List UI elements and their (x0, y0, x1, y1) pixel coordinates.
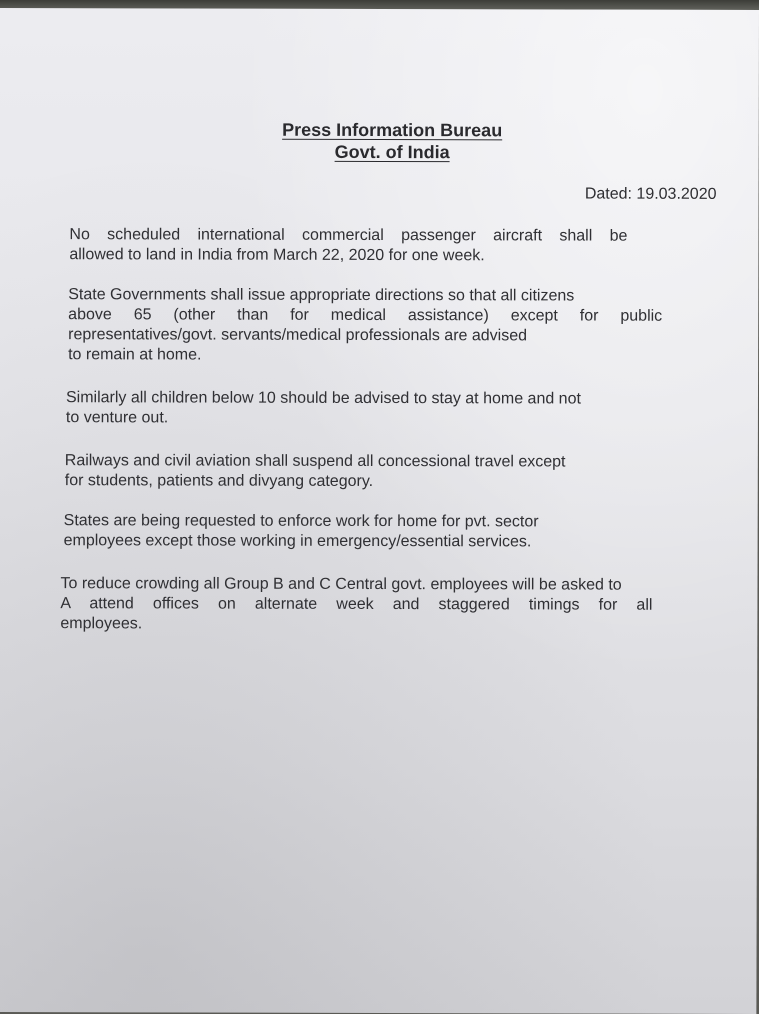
paragraph-railways (65, 451, 633, 492)
document-date: Dated: 19.03.2020 (584, 185, 717, 203)
paragraph-line: representatives/govt. servants/medical professionals are advised (68, 326, 528, 345)
paragraph-line: to venture out. (65, 409, 169, 427)
paragraph-children (66, 388, 648, 430)
paragraph-line: for students, patients and divyang category. (64, 472, 374, 490)
paragraph-senior-citizens (68, 285, 662, 367)
paragraph-line: to remain at home. (68, 346, 202, 364)
document-subtitle: Govt. of India (334, 141, 450, 163)
paragraph-line: allowed to land in India from March 22, 2020 for one week. (69, 246, 485, 265)
paragraph-line: employees except those working in emergency/essential services. (63, 532, 532, 551)
paragraph-line: State Governments shall issue appropriate directions so that all citizens (68, 286, 575, 305)
paragraph-govt-employees (60, 574, 652, 636)
paragraph-line: employees. (60, 615, 143, 633)
paper-sheet (0, 8, 759, 1014)
paragraph-flights (69, 225, 627, 266)
paragraph-line: above 65 (other than for medical assistance) except for public (68, 306, 663, 325)
paragraph-line: No scheduled international commercial passenger aircraft shall be (69, 226, 628, 245)
paragraph-line: To reduce crowding all Group B and C Central govt. employees will be asked to (60, 575, 622, 594)
paragraph-line: Railways and civil aviation shall suspend all concessional travel except (64, 452, 566, 471)
document-title: Press Information Bureau (282, 119, 503, 141)
paragraph-line: States are being requested to enforce work for home for pvt. sector (63, 512, 539, 531)
paragraph-line: A attend offices on alternate week and staggered timings for all (60, 595, 653, 614)
paragraph-work-from-home (64, 511, 644, 553)
paragraph-line: Similarly all children below 10 should be advised to stay at home and not (65, 389, 581, 408)
